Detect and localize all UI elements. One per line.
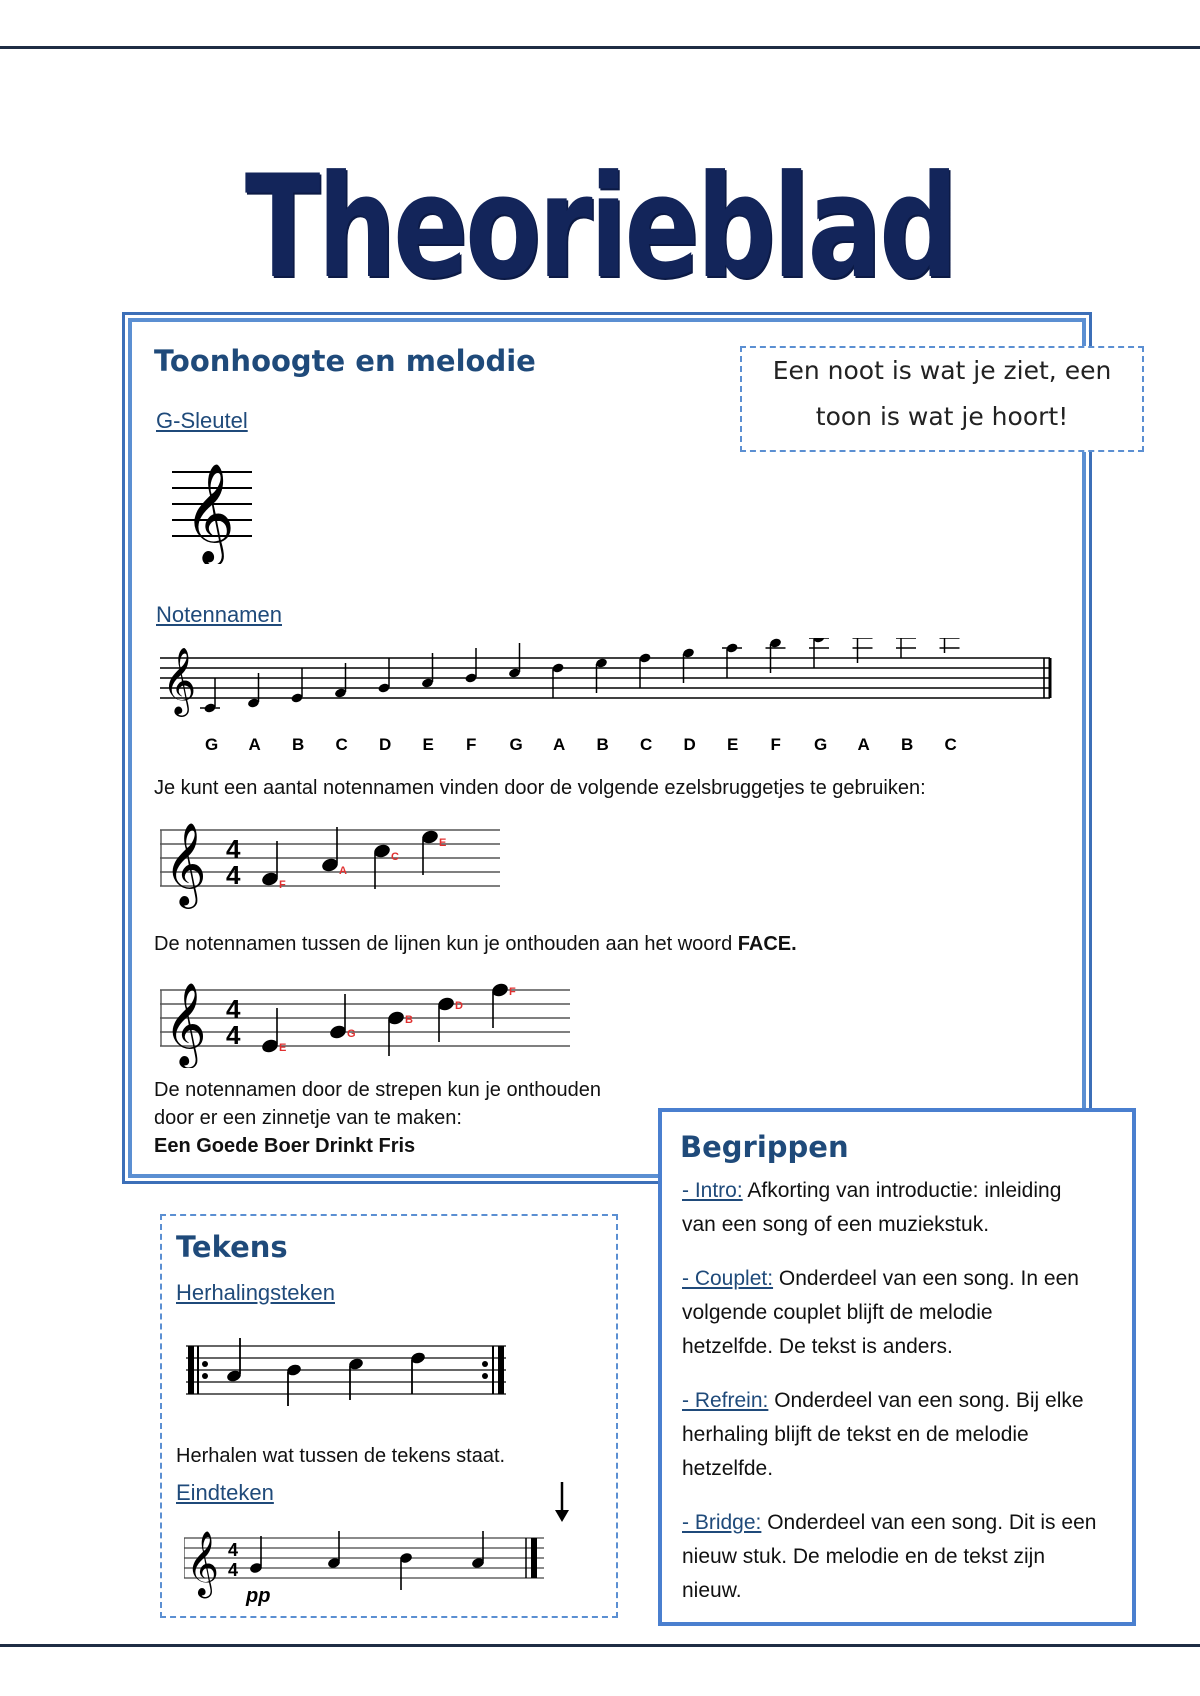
time-signature-top: 4	[226, 994, 241, 1024]
note-name-label: A	[248, 735, 261, 754]
page-title: Theorieblad	[244, 145, 956, 310]
herhaling-label: Herhalingsteken	[176, 1280, 335, 1305]
begrip-line: nieuw.	[682, 1579, 742, 1602]
note-name-label: B	[901, 735, 914, 754]
note-letter: A	[339, 865, 347, 877]
face-word: FACE.	[737, 933, 797, 955]
begrip-line: hetzelfde.	[682, 1457, 774, 1480]
herhaling-text: Herhalen wat tussen de tekens staat.	[176, 1445, 506, 1467]
note-name-label: G	[205, 735, 219, 754]
note-name-label: B	[292, 735, 305, 754]
notennamen-label: Notennamen	[156, 602, 282, 627]
begrip-intro	[682, 1174, 1122, 1242]
note-name-label: D	[683, 735, 696, 754]
note-name-label: C	[640, 735, 653, 754]
begrip-line: Onderdeel van een song. Bij elke	[768, 1389, 1084, 1412]
begrip-line: Onderdeel van een song. Dit is een	[761, 1511, 1097, 1534]
strepen-line-3: Een Goede Boer Drinkt Fris	[154, 1135, 416, 1157]
repeat-notes	[226, 1338, 427, 1406]
face-text	[154, 930, 797, 958]
note-letter: C	[391, 851, 399, 863]
treble-clef-icon: 𝄞	[164, 984, 207, 1064]
begrip-term: - Refrein:	[682, 1389, 769, 1412]
tekens-heading: Tekens	[176, 1230, 288, 1264]
note-name-label: G	[814, 735, 828, 754]
repeat-bar-right-thick	[498, 1346, 504, 1394]
final-barline	[531, 1538, 537, 1578]
arrow-down-icon	[552, 1480, 572, 1524]
treble-clef-icon: 𝄞	[186, 1531, 220, 1594]
begrip-line: hetzelfde. De tekst is anders.	[682, 1335, 953, 1358]
time-signature-top: 4	[228, 1540, 239, 1560]
top-rule	[0, 46, 1200, 49]
note-name-label: E	[422, 735, 434, 754]
treble-clef-icon: 𝄞	[164, 824, 207, 904]
begrip-line: volgende couplet blijft de melodie	[682, 1301, 993, 1324]
note-name-label: F	[466, 735, 477, 754]
note-name-label: G	[509, 735, 523, 754]
note-name-label: C	[335, 735, 348, 754]
treble-clef-icon: 𝄞	[162, 648, 197, 713]
time-signature-bottom: 4	[228, 1560, 239, 1580]
strepen-line-1: De notennamen door de strepen kun je onthouden	[154, 1079, 602, 1101]
note-names-staff	[160, 638, 1060, 758]
note-name-label: E	[727, 735, 739, 754]
note-name-label: A	[857, 735, 870, 754]
repeat-sign-staff	[186, 1326, 506, 1436]
begrip-bridge	[682, 1506, 1122, 1608]
begrip-refrein	[682, 1384, 1122, 1486]
repeat-bar-left-thick	[188, 1346, 194, 1394]
note-letter: F	[279, 879, 286, 891]
begrip-line: herhaling blijft de tekst en de melodie	[682, 1423, 1029, 1446]
begrip-term: - Couplet:	[682, 1267, 774, 1290]
note-letter: B	[405, 1014, 413, 1026]
face-sentence: De notennamen tussen de lijnen kun je onthouden aan het woord	[154, 933, 733, 955]
tekens-box	[160, 1214, 618, 1618]
quote-box	[740, 346, 1144, 452]
bottom-rule	[0, 1644, 1200, 1647]
time-signature-bottom: 4	[226, 860, 241, 890]
begrippen-heading: Begrippen	[680, 1130, 849, 1164]
end-notes	[249, 1531, 485, 1590]
begrip-term: - Intro:	[682, 1179, 743, 1202]
note-name-label: B	[596, 735, 609, 754]
begrip-term: - Bridge:	[682, 1511, 762, 1534]
strepen-line-2: door er een zinnetje van te maken:	[154, 1107, 462, 1129]
note-letter: D	[455, 1000, 463, 1012]
note-letter: G	[347, 1028, 356, 1040]
begrip-couplet	[682, 1262, 1122, 1364]
treble-clef-icon: 𝄞	[184, 465, 235, 561]
time-signature-bottom: 4	[226, 1020, 241, 1050]
dynamic-mark: pp	[246, 1585, 271, 1606]
begrip-line: nieuw stuk. De melodie en de tekst zijn	[682, 1545, 1046, 1568]
note-name-label: A	[553, 735, 566, 754]
toonhoogte-heading: Toonhoogte en melodie	[154, 344, 536, 378]
ezels-intro-text: Je kunt een aantal notennamen vinden door de volgende ezelsbruggetjes te gebruiken:	[154, 777, 926, 799]
note-letter: F	[509, 986, 516, 998]
note-name-label: D	[379, 735, 392, 754]
begrip-line: Onderdeel van een song. In een	[773, 1267, 1079, 1290]
note-name-label: F	[770, 735, 781, 754]
begrip-line: van een song of een muziekstuk.	[682, 1213, 990, 1236]
quote-line-2: toon is wat je hoort!	[815, 402, 1069, 431]
note-letter: E	[279, 1042, 287, 1054]
note-name-label: C	[944, 735, 957, 754]
quote-line-1: Een noot is wat je ziet, een	[772, 356, 1112, 385]
eindteken-label: Eindteken	[176, 1480, 274, 1505]
egbdf-staff	[160, 968, 570, 1068]
g-clef-staff	[162, 444, 252, 564]
time-signature-top: 4	[226, 834, 241, 864]
face-staff	[160, 812, 500, 912]
begrippen-box	[658, 1108, 1136, 1626]
g-sleutel-label: G-Sleutel	[156, 408, 248, 433]
note-letter: E	[439, 837, 447, 849]
begrip-line: Afkorting van introductie: inleiding	[742, 1179, 1062, 1202]
end-sign-staff	[184, 1524, 544, 1606]
